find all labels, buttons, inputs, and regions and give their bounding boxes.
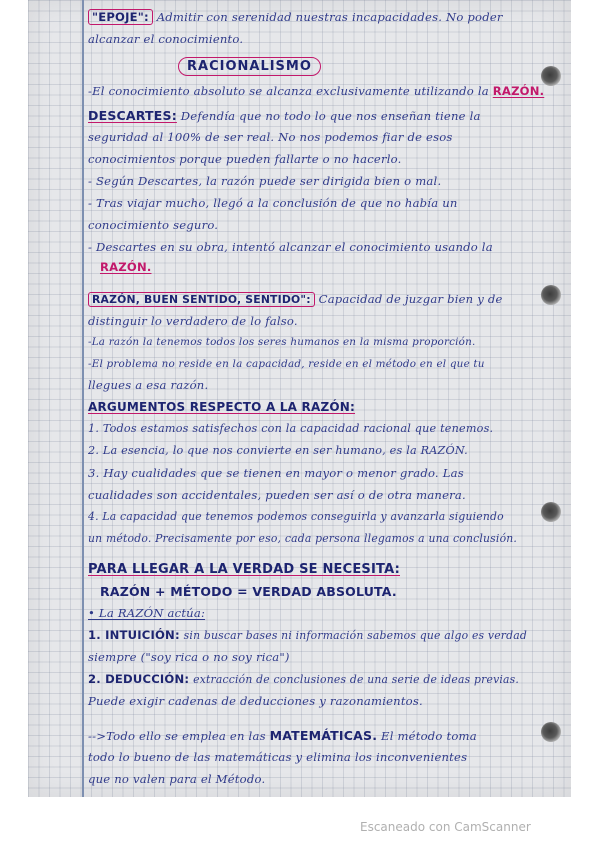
- binder-hole-4: [541, 722, 561, 742]
- note-line-13: distinguir lo verdadero de lo falso.: [88, 314, 298, 328]
- note-line-11: RAZÓN.: [100, 260, 152, 274]
- note-line-12: RAZÓN, BUEN SENTIDO, SENTIDO": Capacidad de juzgar bien y de: [88, 292, 503, 306]
- epoje-term: "EPOJE":: [88, 9, 153, 25]
- note-line-18: 2. La esencia, lo que nos convierte en ser humano, es la RAZÓN.: [88, 444, 468, 457]
- note-line-30: que no valen para el Método.: [88, 772, 266, 786]
- note-line-2: alcanzar el conocimiento.: [88, 32, 244, 46]
- note-line-19: 3. Hay cualidades que se tienen en mayor o menor grado. Las: [88, 466, 464, 480]
- argumentos-heading: ARGUMENTOS RESPECTO A LA RAZÓN:: [88, 400, 356, 414]
- note-line-22: un método. Precisamente por eso, cada persona llegamos a una conclusión.: [88, 532, 518, 545]
- racionalismo-title: RACIONALISMO: [178, 57, 321, 76]
- note-line-9: conocimiento seguro.: [88, 218, 219, 232]
- note-line-15: -El problema no reside en la capacidad, reside en el método en el que tu: [88, 358, 485, 370]
- note-line-21: 4. La capacidad que tenemos podemos conseguirla y avanzarla siguiendo: [88, 510, 504, 523]
- matematicas-term: MATEMÁTICAS.: [269, 728, 378, 743]
- binder-hole-2: [541, 285, 561, 305]
- binder-hole-3: [541, 502, 561, 522]
- binder-hole-1: [541, 66, 561, 86]
- note-line-27: Puede exigir cadenas de deducciones y razonamientos.: [88, 694, 423, 708]
- note-line-25: siempre ("soy rica o no soy rica"): [88, 650, 290, 664]
- note-line-16: llegues a esa razón.: [88, 378, 209, 392]
- note-line-14: -La razón la tenemos todos los seres humanos en la misma proporción.: [88, 336, 476, 348]
- note-line-4: DESCARTES: Defendía que no todo lo que nos enseñan tiene la: [88, 108, 481, 123]
- note-line-28: -->Todo ello se emplea en las MATEMÁTICAS. El método toma: [88, 728, 477, 743]
- descartes-heading: DESCARTES:: [88, 108, 177, 123]
- razon-term: RAZÓN, BUEN SENTIDO, SENTIDO":: [88, 292, 315, 307]
- scanner-watermark: Escaneado con CamScanner: [360, 820, 531, 834]
- deduccion-term: 2. DEDUCCIÓN:: [88, 672, 190, 686]
- note-line-23: • La RAZÓN actúa:: [88, 606, 206, 620]
- note-line-20: cualidades son accidentales, pueden ser así o de otra manera.: [88, 488, 466, 502]
- note-line-1: "EPOJE": Admitir con serenidad nuestras incapacidades. No poder: [88, 10, 503, 24]
- note-line-29: todo lo bueno de las matemáticas y elimina los inconvenientes: [88, 750, 468, 764]
- verdad-heading: PARA LLEGAR A LA VERDAD SE NECESITA:: [88, 562, 400, 577]
- note-line-10: - Descartes en su obra, intentó alcanzar el conocimiento usando la: [88, 240, 493, 254]
- note-line-17: 1. Todos estamos satisfechos con la capacidad racional que tenemos.: [88, 422, 494, 435]
- note-line-6: conocimientos porque pueden fallarte o no hacerlo.: [88, 152, 402, 166]
- margin-line: [82, 0, 84, 797]
- note-line-8: - Tras viajar mucho, llegó a la conclusión de que no había un: [88, 196, 458, 210]
- note-line-3: -El conocimiento absoluto se alcanza exclusivamente utilizando la RAZÓN.: [88, 84, 545, 98]
- intuicion-term: 1. INTUICIÓN:: [88, 628, 180, 642]
- note-line-26: 2. DEDUCCIÓN: extracción de conclusiones de una serie de ideas previas.: [88, 672, 520, 686]
- note-line-7: - Según Descartes, la razón puede ser dirigida bien o mal.: [88, 174, 442, 188]
- note-line-5: seguridad al 100% de ser real. No nos podemos fiar de esos: [88, 130, 453, 144]
- formula-line: RAZÓN + MÉTODO = VERDAD ABSOLUTA.: [100, 584, 397, 599]
- note-line-24: 1. INTUICIÓN: sin buscar bases ni información sabemos que algo es verdad: [88, 628, 528, 642]
